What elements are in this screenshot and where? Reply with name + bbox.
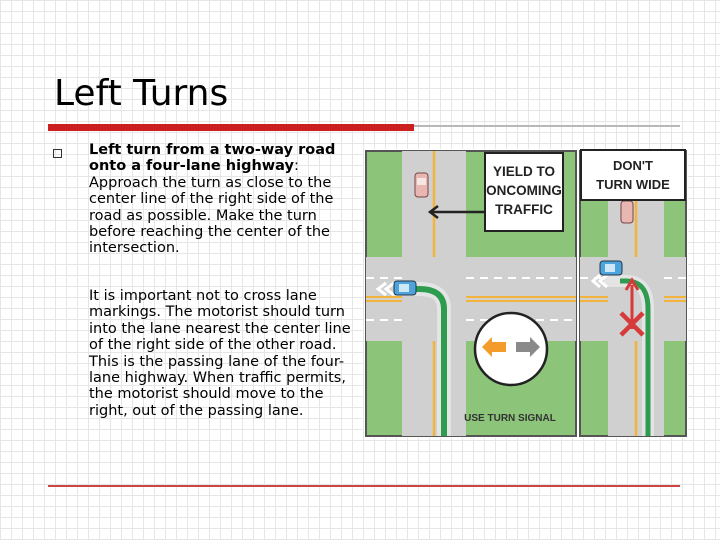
paragraph-body: : Approach the turn as close to the center line of the right side of the road as possible. Make the turn before reaching the center of the intersection.	[89, 158, 334, 257]
bullet-square-icon	[53, 149, 62, 158]
paragraph-lane-markings: It is important not to cross lane markings. The motorist should turn into the lane nearest the center line of the right side of the other road. This is the passing lane of the four-lane highway. When traffic permits, the motorist should move to the right, out of the passing lane.	[89, 288, 351, 419]
yield-sign-line-2: ONCOMING	[486, 183, 562, 198]
right-panel	[580, 150, 686, 436]
left-turn-diagram	[364, 149, 688, 438]
dont-turn-wide-line-1: DON'T	[613, 158, 653, 173]
footer-divider	[48, 485, 680, 487]
turn-signal-indicator	[475, 313, 547, 385]
dont-turn-wide-line-2: TURN WIDE	[596, 177, 670, 192]
blue-car-icon	[600, 261, 622, 275]
yield-sign-line-1: YIELD TO	[492, 164, 556, 179]
paragraph-heading: Left turn from a two-way road onto a four-lane highway	[89, 142, 336, 175]
blue-car-icon	[394, 281, 416, 295]
left-panel	[366, 151, 576, 436]
oncoming-car-icon	[415, 173, 428, 197]
title-accent-bar	[48, 124, 414, 131]
yield-sign	[485, 153, 563, 231]
use-turn-signal-caption: USE TURN SIGNAL	[464, 413, 556, 424]
slide-title: Left Turns	[54, 73, 229, 114]
paragraph-left-turn	[89, 142, 351, 257]
yield-sign-line-3: TRAFFIC	[495, 202, 553, 217]
dont-turn-wide-sign	[581, 150, 685, 200]
oncoming-car-icon	[621, 201, 633, 223]
